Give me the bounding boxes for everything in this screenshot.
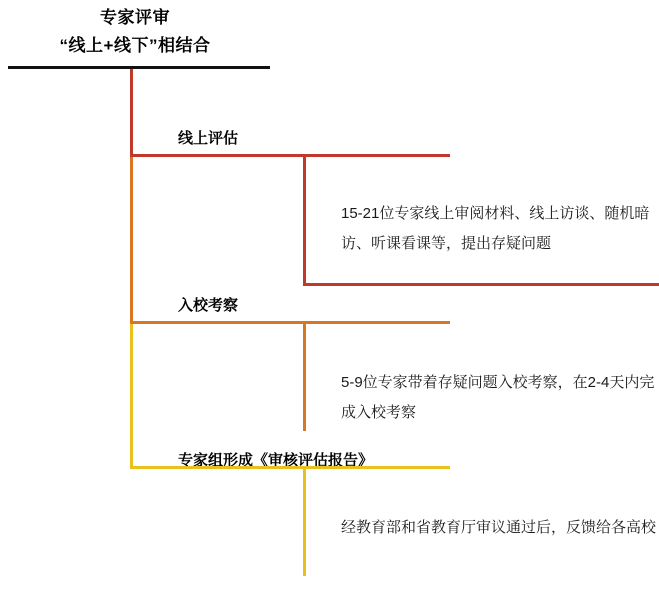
title-line-2: “线上+线下”相结合 — [59, 36, 211, 55]
spine-segment-online-evaluation — [130, 69, 133, 155]
diagram-title — [0, 4, 270, 60]
branch-body-online-evaluation — [303, 155, 659, 286]
branch-text-campus-visit: 5-9位专家带着存疑问题入校考察，在2-4天内完成入校考察 — [341, 374, 655, 421]
title-line-1: 专家评审 — [100, 8, 170, 27]
branch-label-campus-visit: 入校考察 — [178, 297, 239, 314]
spine-segment-campus-visit — [130, 155, 133, 322]
title-underline — [8, 66, 270, 69]
branch-label-report: 专家组形成《审核评估报告》 — [178, 452, 374, 469]
branch-body-campus-visit — [303, 322, 659, 431]
spine-segment-report — [130, 322, 133, 467]
branch-text-report: 经教育部和省教育厅审议通过后，反馈给各高校 — [341, 519, 657, 536]
branch-text-online-evaluation: 15-21位专家线上审阅材料、线上访谈、随机暗访、听课看课等，提出存疑问题 — [341, 205, 650, 252]
branch-label-online-evaluation: 线上评估 — [178, 130, 239, 147]
branch-body-report — [303, 467, 659, 576]
